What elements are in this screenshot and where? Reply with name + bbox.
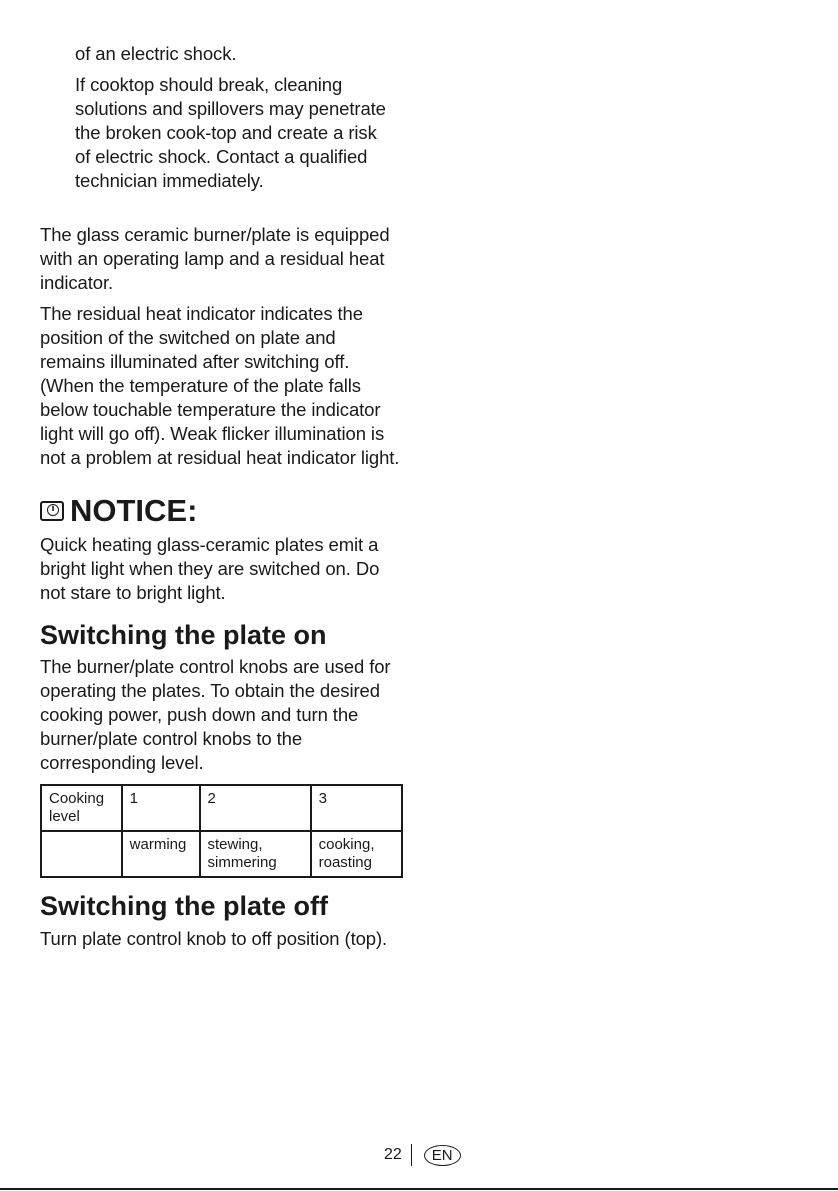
switch-off-heading: Switching the plate off: [40, 891, 328, 921]
indented-warning: [75, 42, 395, 193]
table-cell: stewing, simmering: [200, 831, 311, 877]
body-text: [40, 223, 402, 470]
page-footer: [384, 1144, 461, 1166]
switch-on-body: [40, 655, 402, 775]
switch-on-heading: Switching the plate on: [40, 620, 327, 650]
cooking-level-table: [40, 784, 403, 878]
table-cell: cooking, roasting: [311, 831, 402, 877]
table-row: [41, 831, 402, 877]
info-icon: i: [40, 501, 64, 521]
bottom-rule: [0, 1188, 838, 1190]
switch-on-text: The burner/plate control knobs are used for operating the plates. To obtain the desired cooking power, push down and turn the burner/plate control knobs to the corresponding level.: [40, 656, 391, 773]
switch-off-body: [40, 927, 402, 951]
warning-line: of an electric shock.: [75, 43, 237, 64]
switch-off-text: Turn plate control knob to off position (top).: [40, 928, 388, 949]
page-number: 22: [384, 1146, 402, 1163]
warning-paragraph: If cooktop should break, cleaning solutions and spillovers may penetrate the broken cook-top and create a risk of electric shock. Contact a qualified technician immediately.: [75, 74, 386, 191]
notice-body: [40, 533, 402, 605]
table-cell: 1: [122, 785, 200, 831]
glass-ceramic-paragraph: The glass ceramic burner/plate is equipped with an operating lamp and a residual heat indicator.: [40, 224, 390, 293]
table-cell: warming: [122, 831, 200, 877]
residual-heat-paragraph: The residual heat indicator indicates the position of the switched on plate and remains illuminated after switching off. (When the temperature of the plate falls below touchable temperature the indicator light will go off). Weak flicker illumination is not a problem at residual heat indicator light.: [40, 303, 400, 468]
table-row: [41, 785, 402, 831]
table-cell: Cooking level: [41, 785, 122, 831]
language-badge: EN: [424, 1145, 461, 1166]
notice-header: [40, 494, 197, 528]
notice-text: Quick heating glass-ceramic plates emit a bright light when they are switched on. Do not stare to bright light.: [40, 534, 380, 603]
footer-divider: [411, 1144, 412, 1166]
table-cell: 3: [311, 785, 402, 831]
table-cell: [41, 831, 122, 877]
table-cell: 2: [200, 785, 311, 831]
notice-title: NOTICE:: [70, 493, 198, 528]
